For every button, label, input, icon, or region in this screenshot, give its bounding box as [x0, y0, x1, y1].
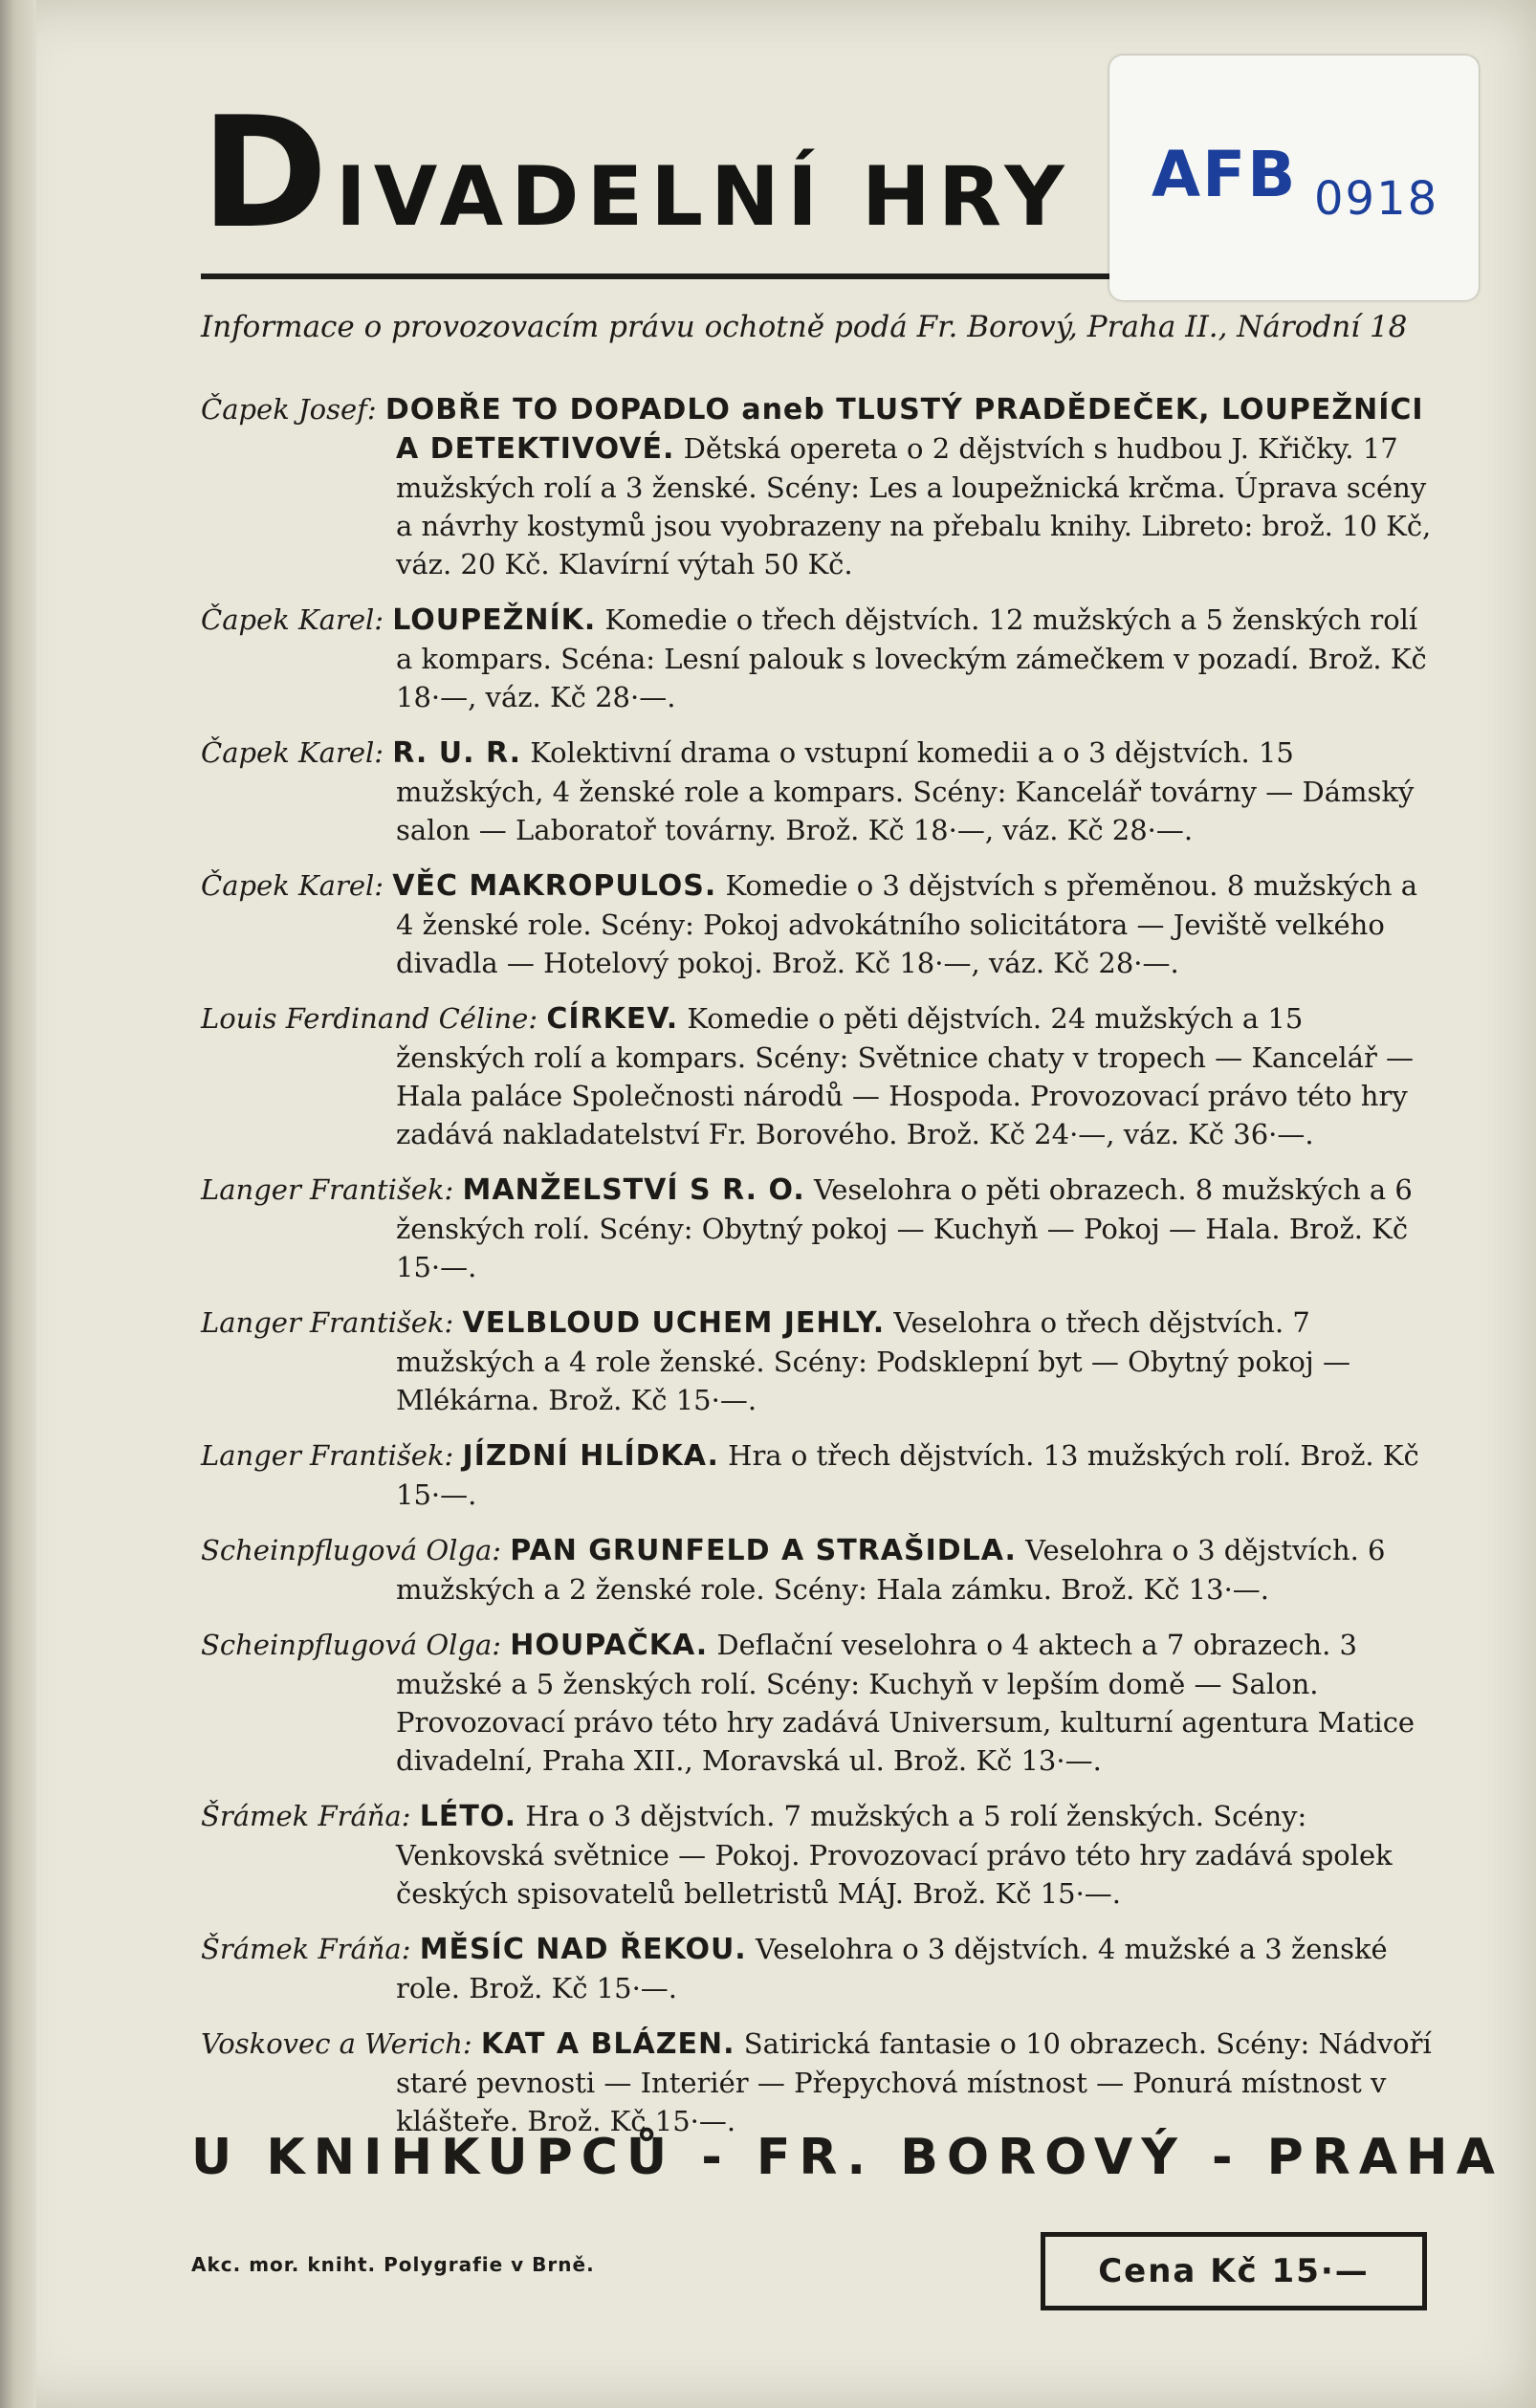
play-title: MĚSÍC NAD ŘEKOU. [419, 1933, 747, 1966]
play-entry [201, 1303, 1440, 1419]
play-author: Šrámek Fráňa: [201, 1800, 411, 1832]
play-description: Veselohra o 3 dějstvích. 4 mužské a 3 ženské role. Brož. Kč 15·—. [396, 1933, 1388, 2004]
play-title: R. U. R. [392, 736, 522, 770]
play-entry [201, 390, 1440, 583]
play-author: Louis Ferdinand Céline: [201, 1002, 538, 1035]
label-number: 0918 [1314, 172, 1439, 226]
play-description: Hra o 3 dějstvích. 7 mužských a 5 rolí ženských. Scény: Venkovská světnice — Pokoj. Provozovací právo této hry zadává spolek českých spisovatelů belletristů MÁJ. Brož. Kč 15·—. [396, 1800, 1393, 1910]
play-entry [201, 866, 1440, 982]
title-rest: IVADELNÍ HRY [335, 149, 1072, 245]
price-box [1041, 2232, 1427, 2310]
play-description: Satirická fantasie o 10 obrazech. Scény: Nádvoří staré pevnosti — Interiér — Přepychová místnost — Ponurá místnost v klášteře. Brož. Kč 15·—. [396, 2027, 1432, 2137]
play-author: Langer František: [201, 1306, 454, 1339]
play-title: HOUPAČKA. [510, 1629, 709, 1662]
play-description: Komedie o pěti dějstvích. 24 mužských a 15 ženských rolí a kompars. Scény: Světnice chaty v tropech — Kancelář — Hala paláce Společnosti národů — Hospoda. Provozovací právo této hry zadává nakladatelství Fr. Borového. Brož. Kč 24·—, váz. Kč 36·—. [396, 1002, 1415, 1150]
play-title: JÍZDNÍ HLÍDKA. [462, 1439, 719, 1473]
play-title: CÍRKEV. [546, 1002, 679, 1036]
price-label: Cena Kč 15·— [1098, 2252, 1370, 2290]
play-author: Čapek Karel: [201, 736, 384, 769]
play-author: Voskovec a Werich: [201, 2027, 472, 2060]
distributor-line: U KNIHKUPCŮ - FR. BOROVÝ - PRAHA [191, 2129, 1503, 2186]
play-entry [201, 1436, 1440, 1514]
play-title: LÉTO. [419, 1800, 517, 1833]
play-description: Veselohra o třech dějstvích. 7 mužských a 4 role ženské. Scény: Podsklepní byt — Obytný pokoj — Mlékárna. Brož. Kč 15·—. [396, 1306, 1351, 1416]
play-entry [201, 1626, 1440, 1780]
play-entry [201, 601, 1440, 716]
play-description: Deflační veselohra o 4 aktech a 7 obrazech. 3 mužské a 5 ženských rolí. Scény: Kuchyň v lepším domě — Salon. Provozovací právo této hry zadává Universum, kulturní agentura Matice divadelní, Praha XII., Moravská ul. Brož. Kč 13·—. [396, 1629, 1415, 1777]
play-description: Dětská opereta o 2 dějstvích s hudbou J. Křičky. 17 mužských rolí a 3 ženské. Scény: Les a loupežnická krčma. Úprava scény a návrhy kostymů jsou vyobrazeny na přebalu knihy. Libreto: brož. 10 Kč, váz. 20 Kč. Klavírní výtah 50 Kč. [396, 432, 1432, 580]
play-entry [201, 1531, 1440, 1609]
play-entry [201, 1797, 1440, 1913]
play-entry [201, 999, 1440, 1153]
play-entry [201, 1171, 1440, 1286]
printer-note: Akc. mor. kniht. Polygrafie v Brně. [191, 2253, 595, 2276]
page-title [201, 83, 1072, 262]
play-title: VĚC MAKROPULOS. [392, 869, 717, 903]
play-description: Komedie o třech dějstvích. 12 mužských a 5 ženských rolí a kompars. Scéna: Lesní palouk s loveckým zámečkem v pozadí. Brož. Kč 18·—, váz. Kč 28·—. [396, 603, 1427, 713]
play-author: Langer František: [201, 1439, 454, 1472]
info-line: Informace o provozovacím právu ochotně podá Fr. Borový, Praha II., Národní 18 [201, 310, 1408, 344]
play-entry [201, 733, 1440, 849]
play-author: Langer František: [201, 1173, 454, 1206]
play-title: DOBŘE TO DOPADLO aneb TLUSTÝ PRADĚDEČEK, LOUPEŽNÍCI A DETEKTIVOVÉ. [384, 393, 1424, 466]
play-description: Komedie o 3 dějstvích s přeměnou. 8 mužských a 4 ženské role. Scény: Pokoj advokátního solicitátora — Jeviště velkého divadla — Hotelový pokoj. Brož. Kč 18·—, váz. Kč 28·—. [396, 869, 1418, 979]
play-description: Hra o třech dějstvích. 13 mužských rolí. Brož. Kč 15·—. [396, 1439, 1419, 1511]
label-code: AFB [1152, 138, 1298, 211]
play-author: Čapek Karel: [201, 869, 384, 902]
play-title: LOUPEŽNÍK. [392, 603, 597, 637]
play-title: MANŽELSTVÍ S R. O. [462, 1173, 805, 1207]
play-title: KAT A BLÁZEN. [480, 2027, 735, 2061]
play-description: Veselohra o 3 dějstvích. 6 mužských a 2 ženské role. Scény: Hala zámku. Brož. Kč 13·—. [396, 1534, 1386, 1606]
library-label [1109, 55, 1479, 300]
play-author: Scheinpflugová Olga: [201, 1629, 502, 1661]
play-entry [201, 1930, 1440, 2007]
play-title: VELBLOUD UCHEM JEHLY. [462, 1306, 886, 1340]
play-author: Scheinpflugová Olga: [201, 1534, 502, 1566]
play-description: Veselohra o pěti obrazech. 8 mužských a 6 ženských rolí. Scény: Obytný pokoj — Kuchyň — Pokoj — Hala. Brož. Kč 15·—. [396, 1173, 1413, 1283]
play-author: Šrámek Fráňa: [201, 1933, 411, 1965]
play-title: PAN GRUNFELD A STRAŠIDLA. [510, 1534, 1017, 1567]
play-list [201, 390, 1440, 2157]
play-author: Čapek Karel: [201, 603, 384, 636]
play-description: Kolektivní drama o vstupní komedii a o 3 dějstvích. 15 mužských, 4 ženské role a kompars. Scény: Kancelář továrny — Dámský salon — Laboratoř továrny. Brož. Kč 18·—, váz. Kč 28·—. [396, 736, 1415, 846]
play-author: Čapek Josef: [201, 393, 377, 426]
play-entry [201, 2025, 1440, 2140]
book-spine-edge [0, 0, 36, 2408]
title-initial: D [201, 83, 336, 262]
